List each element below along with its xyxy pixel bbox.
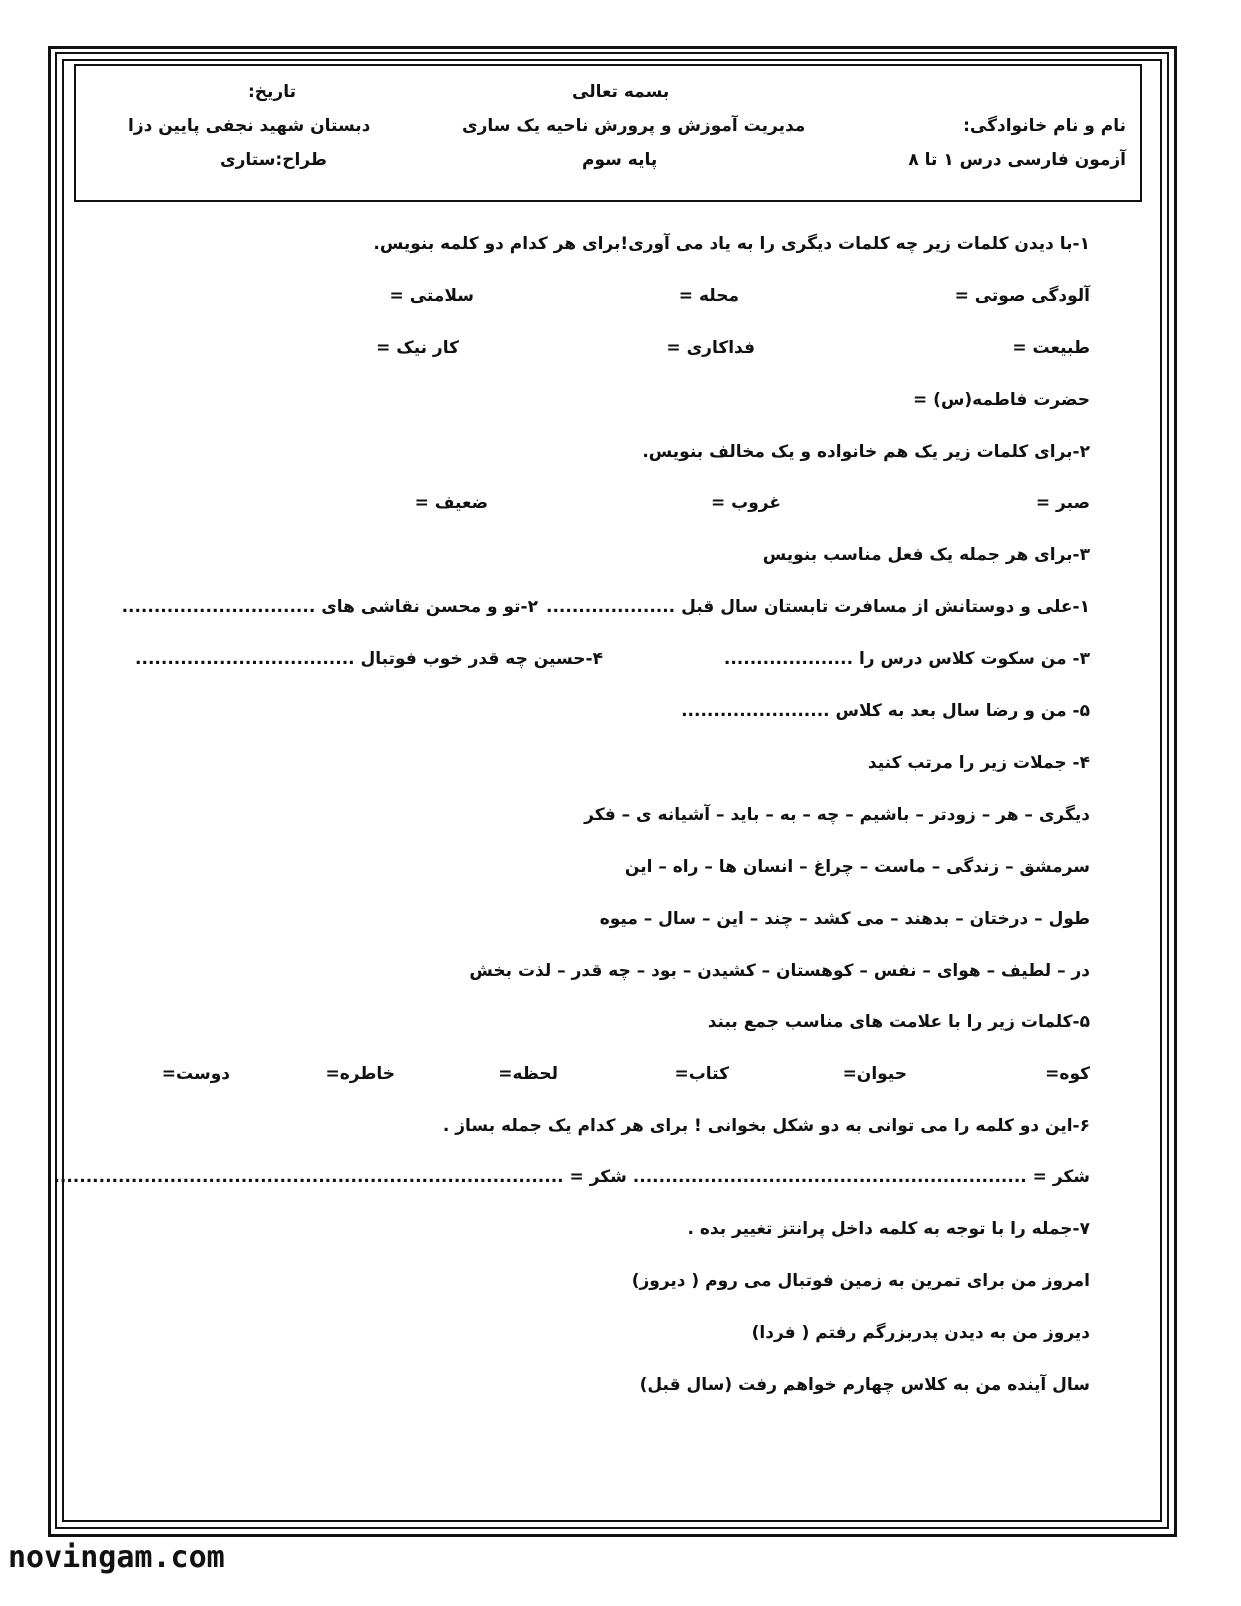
q1-item: طبیعت = bbox=[1012, 338, 1090, 358]
q1-title: ۱-با دیدن کلمات زیر چه کلمات دیگری را به یاد می آوری!برای هر کدام دو کلمه بنویس. bbox=[373, 234, 1090, 254]
q1-item: حضرت فاطمه(س) = bbox=[913, 390, 1090, 410]
q7-line: امروز من برای تمرین به زمین فوتبال می روم ( دیروز) bbox=[631, 1271, 1090, 1291]
q5-title: ۵-کلمات زیر را با علامت های مناسب جمع ببند bbox=[707, 1012, 1090, 1032]
exam-title: آزمون فارسی درس ۱ تا ۸ bbox=[908, 150, 1126, 170]
q5-item: دوست= bbox=[161, 1064, 230, 1084]
q6-title: ۶-این دو کلمه را می توانی به دو شکل بخوانی ! برای هر کدام یک جمله بساز . bbox=[442, 1116, 1090, 1136]
q4-title: ۴- جملات زیر را مرتب کنید bbox=[867, 753, 1090, 773]
bismillah: بسمه تعالی bbox=[572, 82, 670, 102]
q5-item: لحظه= bbox=[498, 1064, 558, 1084]
q3-sentence: ۱-علی و دوستانش از مسافرت تابستان سال قبل .................... bbox=[545, 597, 1090, 617]
q1-item: سلامتی = bbox=[389, 286, 474, 306]
q3-sentence: ۲-تو و محسن نقاشی های .............................. bbox=[121, 597, 538, 617]
inner-border bbox=[62, 59, 1162, 1522]
q1-item: فداکاری = bbox=[666, 338, 755, 358]
q7-title: ۷-جمله را با توجه به کلمه داخل پرانتز تغییر بده . bbox=[687, 1219, 1090, 1239]
q7-line: دیروز من به دیدن پدربزرگم رفتم ( فردا) bbox=[751, 1323, 1090, 1343]
q4-line: در – لطیف – هوای – نفس – کوهستان – کشیدن – بود – چه قدر – لذت بخش bbox=[469, 961, 1090, 981]
q3-sentence: ۵- من و رضا سال بعد به کلاس ....................... bbox=[681, 701, 1090, 721]
q6-answer-line: شکر = ............................................................. شکر = ............................................................................... bbox=[53, 1167, 1090, 1187]
q7-line: سال آینده من به کلاس چهارم خواهم رفت (سال قبل) bbox=[639, 1375, 1090, 1395]
q2-item: صبر = bbox=[1035, 493, 1090, 513]
q2-item: غروب = bbox=[710, 493, 781, 513]
designer: طراح:ستاری bbox=[220, 150, 327, 170]
site-watermark: novingam.com bbox=[8, 1540, 225, 1575]
name-label: نام و نام خانوادگی: bbox=[963, 116, 1126, 136]
q3-sentence: ۴-حسین چه قدر خوب فوتبال .................................. bbox=[135, 649, 603, 669]
q3-title: ۳-برای هر جمله یک فعل مناسب بنویس bbox=[762, 545, 1090, 565]
grade: پایه سوم bbox=[582, 150, 658, 170]
q1-item: آلودگی صوتی = bbox=[954, 286, 1090, 306]
q5-item: کوه= bbox=[1045, 1064, 1090, 1084]
date-label: تاریخ: bbox=[248, 82, 296, 102]
q2-title: ۲-برای کلمات زیر یک هم خانواده و یک مخالف بنویس. bbox=[642, 442, 1090, 462]
office-name: مدیریت آموزش و پرورش ناحیه یک ساری bbox=[462, 116, 806, 136]
q4-line: طول – درختان – بدهند – می کشد – چند – این – سال – میوه bbox=[599, 909, 1090, 929]
q5-item: حیوان= bbox=[842, 1064, 907, 1084]
q1-item: کار نیک = bbox=[376, 338, 459, 358]
q5-item: کتاب= bbox=[674, 1064, 729, 1084]
q5-item: خاطره= bbox=[325, 1064, 395, 1084]
q1-item: محله = bbox=[678, 286, 739, 306]
school-name: دبستان شهید نجفی پایین دزا bbox=[128, 116, 371, 136]
q4-line: سرمشق – زندگی – ماست – چراغ – انسان ها – راه – این bbox=[624, 857, 1090, 877]
q3-sentence: ۳- من سکوت کلاس درس را .................... bbox=[723, 649, 1090, 669]
exam-header bbox=[74, 64, 1142, 202]
q4-line: دیگری – هر – زودتر – باشیم – چه – به – باید – آشیانه ی – فکر bbox=[584, 805, 1090, 825]
q2-item: ضعیف = bbox=[414, 493, 488, 513]
